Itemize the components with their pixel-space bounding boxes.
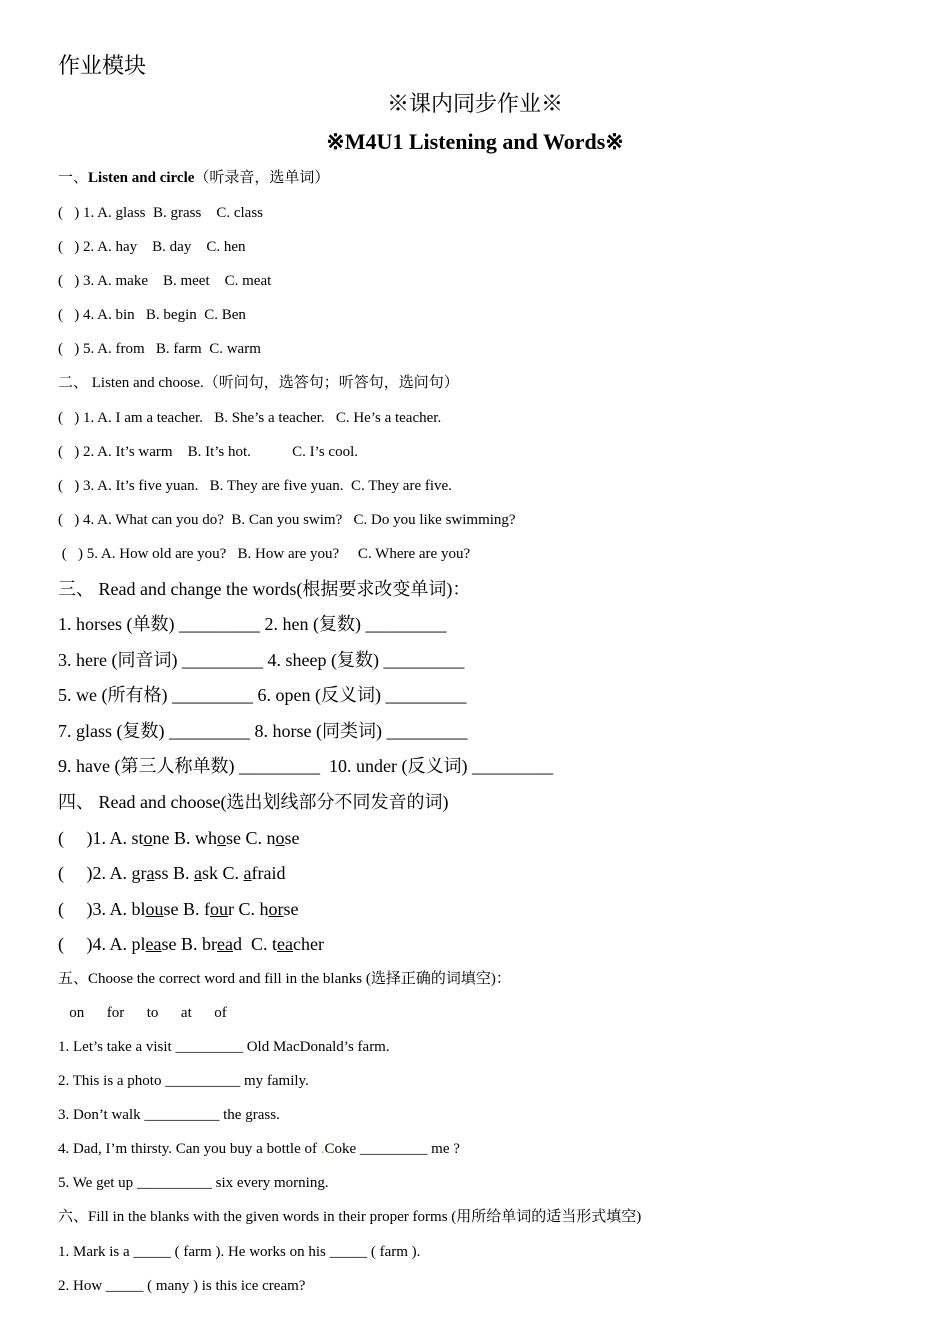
section4-title: 四、 Read and choose(选出划线部分不同发音的词) (58, 792, 449, 812)
list-item: ( ) 3. A. make B. meet C. meat (58, 273, 272, 289)
list-item: 1. Mark is a _____ ( farm ). He works on his _____ ( farm ). (58, 1244, 421, 1260)
list-item: 5. we (所有格) _________ 6. open (反义词) _________ (58, 685, 467, 705)
subtitle: ※课内同步作业※ (386, 91, 563, 116)
section1-note: （听录音，选单词） (194, 170, 330, 186)
list-item: ( )4. A. please B. bread C. teacher (58, 934, 324, 954)
word-options: on for to at of (58, 1005, 227, 1021)
list-item: 1. horses (单数) _________ 2. hen (复数) _________ (58, 614, 447, 634)
lesson-title: ※M4U1 Listening and Words※ (326, 129, 624, 154)
list-item: ( ) 2. A. It’s warm B. It’s hot. C. I’s cool. (58, 444, 358, 460)
list-item: ( ) 5. A. from B. farm C. warm (58, 341, 261, 357)
list-item: 5. We get up __________ six every morning. (58, 1175, 329, 1191)
list-item: ( )3. A. blouse B. four C. horse (58, 899, 299, 919)
list-item: ( ) 1. A. I am a teacher. B. She’s a teacher. C. He’s a teacher. (58, 410, 442, 426)
module-title: 作业模块 (58, 54, 147, 79)
list-item: ( ) 4. A. What can you do? B. Can you swim? C. Do you like swimming? (58, 512, 516, 528)
list-item: 1. Let’s take a visit _________ Old MacDonald’s farm. (58, 1039, 390, 1055)
list-item: 2. How _____ ( many ) is this ice cream? (58, 1278, 306, 1294)
section1-title: Listen and circle (88, 170, 195, 186)
list-item: ( ) 5. A. How old are you? B. How are you? C. Where are you? (58, 546, 471, 562)
list-item: 7. glass (复数) _________ 8. horse (同类词) _________ (58, 721, 468, 741)
list-item: ( )2. A. grass B. ask C. afraid (58, 863, 286, 883)
list-item: ( ) 4. A. bin B. begin C. Ben (58, 307, 246, 323)
list-item: 9. have (第三人称单数) _________ 10. under (反义词) _________ (58, 756, 553, 776)
list-item: ( )1. A. stone B. whose C. nose (58, 828, 300, 848)
list-item: ( ) 1. A. glass B. grass C. class (58, 205, 263, 221)
section5-title: 五、Choose the correct word and fill in the blanks (选择正确的词填空)： (58, 971, 511, 987)
list-item: 2. This is a photo __________ my family. (58, 1073, 309, 1089)
section1-number: 一、 (58, 170, 89, 186)
list-item: ( ) 2. A. hay B. day C. hen (58, 239, 246, 255)
section2-title: 二、 Listen and choose.（听问句，选答句；听答句，选问句） (58, 375, 459, 391)
section1-heading (58, 171, 329, 186)
section6-title: 六、Fill in the blanks with the given words in their proper forms (用所给单词的适当形式填空) (58, 1209, 642, 1225)
list-item: ( ) 3. A. It’s five yuan. B. They are five yuan. C. They are five. (58, 478, 452, 494)
list-item: 3. here (同音词) _________ 4. sheep (复数) _________ (58, 650, 465, 670)
list-item: 3. Don’t walk __________ the grass. (58, 1107, 280, 1123)
section3-title: 三、 Read and change the words(根据要求改变单词)： (58, 579, 471, 599)
list-item: 4. Dad, I’m thirsty. Can you buy a bottle of .Coke _________ me ? (58, 1141, 460, 1157)
